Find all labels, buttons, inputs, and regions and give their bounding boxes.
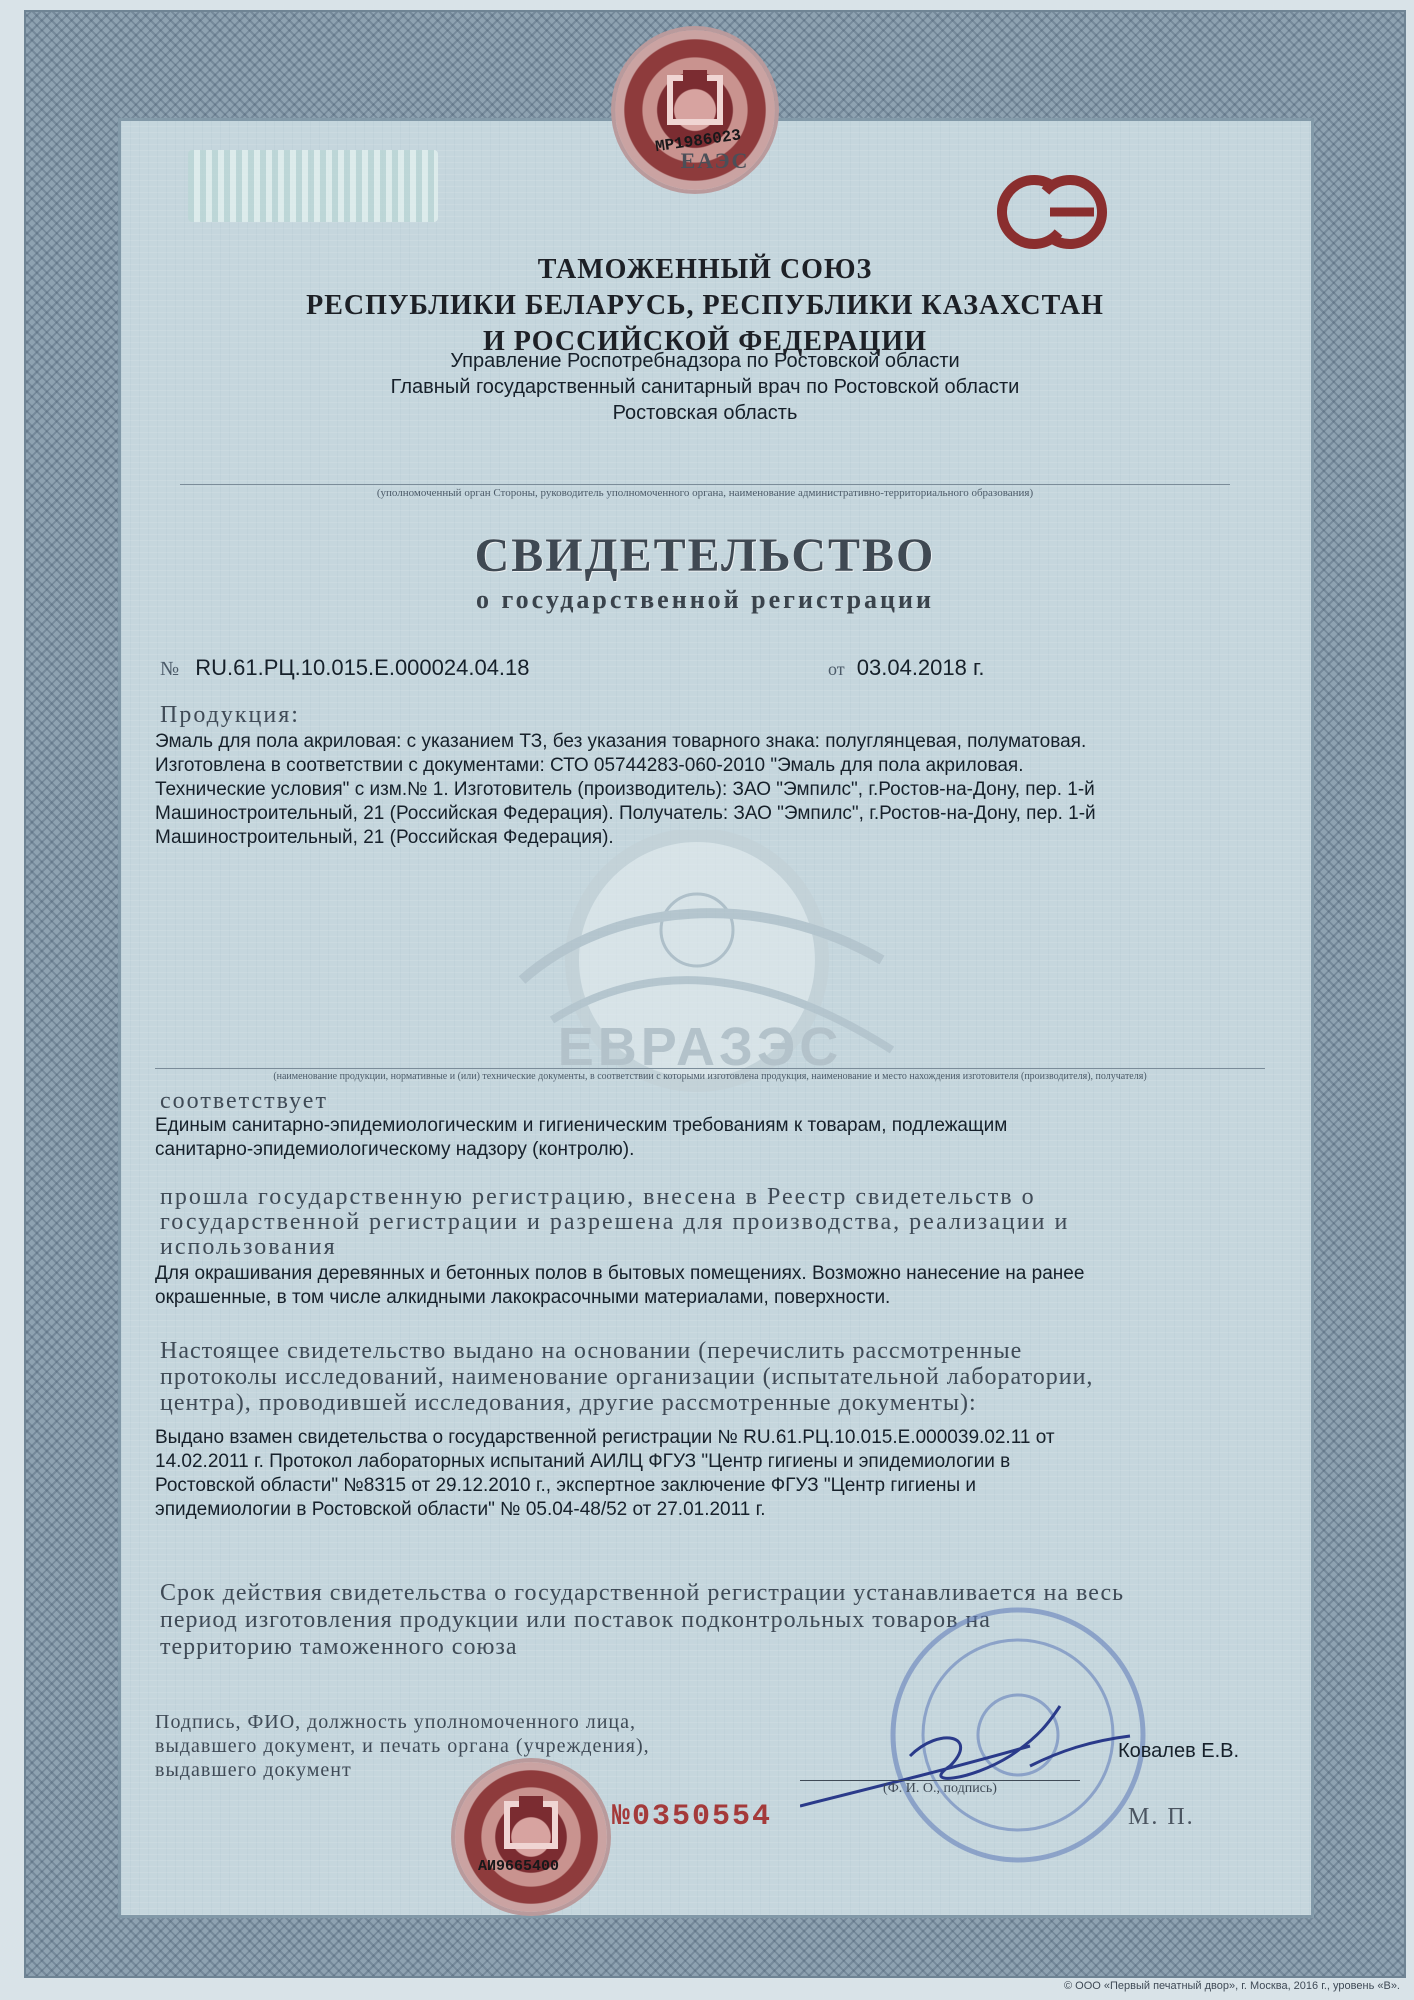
authority-caption: (уполномоченный орган Стороны, руководитель уполномоченного органа, наименование административно-территориального образования) (180, 484, 1230, 499)
hologram-strip (188, 150, 438, 222)
authority-line-1: Управление Роспотребнадзора по Ростовской области (450, 350, 960, 372)
basis-line-4: эпидемиологии в Ростовской области" № 05.04-48/52 от 27.01.2011 г. (155, 1499, 766, 1520)
signature-label-line-1: Подпись, ФИО, должность уполномоченного лица, (155, 1711, 636, 1733)
serial-number: №0350554 (612, 1800, 773, 1834)
handwritten-signature-icon (800, 1696, 1160, 1816)
authority-block (180, 348, 1230, 426)
status-label-line-2: государственной регистрации и разрешена для производства, реализации и (160, 1209, 1070, 1235)
union-heading (180, 252, 1230, 360)
basis-line-1: Выдано взамен свидетельства о государственной регистрации № RU.61.РЦ.10.015.Е.000039.02.11 от (155, 1427, 1055, 1448)
basis-line-2: 14.02.2011 г. Протокол лабораторных испытаний АИЛЦ ФГУЗ "Центр гигиены и эпидемиологии в (155, 1451, 1011, 1472)
registration-number-row (160, 655, 530, 681)
basis-text (155, 1426, 1235, 1522)
validity-line-1: Срок действия свидетельства о государственной регистрации устанавливается на весь (160, 1580, 1125, 1606)
product-line-5: Машиностроительный, 21 (Российская Федерация). (155, 827, 614, 848)
registration-status-text (155, 1262, 1235, 1310)
product-line-2: Изготовлена в соответствии с документами: СТО 05744283-060-2010 "Эмаль для пола акриловая. (155, 755, 1024, 776)
registration-date-row (828, 655, 984, 681)
product-label: Продукция: (160, 702, 300, 728)
eaes-label: ЕАЭС (680, 148, 750, 173)
validity-line-3: территорию таможенного союза (160, 1634, 518, 1660)
basis-label-line-3: центра), проводившей исследования, другие рассмотренные документы): (160, 1390, 977, 1416)
bottom-hologram-code: АИ9665400 (478, 1858, 560, 1875)
mp-label: М. П. (1128, 1804, 1195, 1830)
watermark-text: ЕВРАЗЭС (557, 1017, 843, 1077)
product-line-4: Машиностроительный, 21 (Российская Федерация). Получатель: ЗАО "Эмпилс", г.Ростов-на-Дону, пер. 1-й (155, 803, 1096, 824)
union-line-2: РЕСПУБЛИКИ БЕЛАРУСЬ, РЕСПУБЛИКИ КАЗАХСТАН (306, 290, 1104, 321)
evrazes-watermark-icon (462, 830, 932, 1130)
top-hologram-code: МР1986023 (654, 126, 743, 157)
signatory-name: Ковалев Е.В. (1118, 1740, 1240, 1762)
conformity-mark-icon (992, 170, 1112, 254)
product-line-3: Технические условия" с изм.№ 1. Изготовитель (производитель): ЗАО "Эмпилс", г.Ростов-на-Дону, пер. 1-й (155, 779, 1095, 800)
status-label-line-3: использования (160, 1234, 337, 1260)
signature-caption: (Ф. И. О., подпись) (800, 1780, 1080, 1797)
conformity-label: соответствует (160, 1088, 328, 1114)
registration-status-label (160, 1185, 1240, 1260)
product-line-1: Эмаль для пола акриловая: с указанием ТЗ, без указания товарного знака: полуглянцевая, полуматовая. (155, 731, 1087, 752)
conformity-line-2: санитарно-эпидемиологическому надзору (контролю). (155, 1139, 635, 1160)
status-line-1: Для окрашивания деревянных и бетонных полов в бытовых помещениях. Возможно нанесение на ранее (155, 1263, 1085, 1284)
basis-line-3: Ростовской области" №8315 от 29.12.2010 г., экспертное заключение ФГУЗ "Центр гигиены и (155, 1475, 977, 1496)
status-line-2: окрашенные, в том числе алкидными лакокрасочными материалами, поверхности. (155, 1287, 891, 1308)
conformity-line-1: Единым санитарно-эпидемиологическим и гигиеническим требованиям к товарам, подлежащим (155, 1115, 1008, 1136)
document-title: СВИДЕТЕЛЬСТВО (474, 529, 936, 582)
registration-date: 03.04.2018 г. (856, 655, 985, 680)
printer-footer: © ООО «Первый печатный двор», г. Москва, 2016 г., уровень «В». (1064, 1980, 1400, 1992)
basis-label (160, 1338, 1240, 1416)
product-caption: (наименование продукции, нормативные и (или) технические документы, в соответствии с которыми изготовлена продукция, наименование и место нахождения изготовителя (производителя), получателя) (155, 1068, 1265, 1082)
conformity-text (155, 1114, 1235, 1162)
validity-line-2: период изготовления продукции или поставок подконтрольных товаров на (160, 1607, 991, 1633)
signature-label-line-2: выдавшего документ, и печать органа (учреждения), (155, 1735, 650, 1757)
union-line-1: ТАМОЖЕННЫЙ СОЮЗ (537, 254, 873, 285)
number-prefix: № (160, 658, 180, 680)
basis-label-line-2: протоколы исследований, наименование организации (испытательной лаборатории, (160, 1364, 1094, 1390)
signature-label-line-3: выдавшего документ (155, 1759, 352, 1781)
union-line-3: И РОССИЙСКОЙ ФЕДЕРАЦИИ (483, 326, 927, 357)
authority-line-2: Главный государственный санитарный врач по Ростовской области (390, 376, 1020, 398)
document-subtitle: о государственной регистрации (476, 585, 934, 614)
authority-line-3: Ростовская область (612, 402, 798, 424)
bottom-emblem-icon (455, 1762, 607, 1912)
date-prefix: от (828, 659, 845, 679)
basis-label-line-1: Настоящее свидетельство выдано на основании (перечислить рассмотренные (160, 1338, 1023, 1364)
status-label-line-1: прошла государственную регистрацию, внесена в Реестр свидетельств о (160, 1184, 1036, 1210)
registration-number: RU.61.РЦ.10.015.Е.000024.04.18 (195, 655, 530, 680)
